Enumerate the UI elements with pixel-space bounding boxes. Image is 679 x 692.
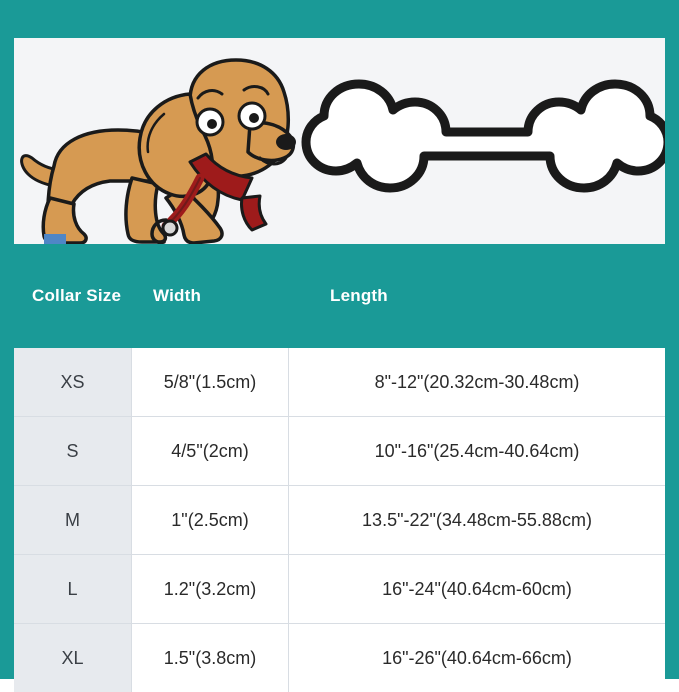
cell-size: S [14,417,132,485]
cell-size: XL [14,624,132,692]
table-row [14,417,665,486]
cell-width: 1.5"(3.8cm) [132,624,289,692]
illustration-svg [14,38,665,244]
cell-width: 1"(2.5cm) [132,486,289,554]
dog-icon [22,60,296,244]
size-table [14,348,665,692]
cell-width: 4/5"(2cm) [132,417,289,485]
cell-length: 8"-12"(20.32cm-30.48cm) [374,371,580,392]
header-width: Width [153,286,202,305]
bone-icon [306,84,665,188]
header-collar-size: Collar Size [32,286,122,305]
hero-illustration [14,38,665,244]
cell-length: 16"-26"(40.64cm-66cm) [382,647,572,668]
cell-length: 13.5"-22"(34.48cm-55.88cm) [362,509,592,530]
table-row [14,348,665,417]
cell-size: XS [14,348,132,416]
hero-inner [14,38,665,244]
cell-length: 10"-16"(25.4cm-40.64cm) [374,440,580,461]
cell-size: M [14,486,132,554]
table-row [14,555,665,624]
table-header-row [14,244,665,348]
cell-length: 16"-24"(40.64cm-60cm) [382,578,572,599]
table-row [14,486,665,555]
table-row [14,624,665,692]
cell-width: 5/8"(1.5cm) [132,348,289,416]
cell-width: 1.2"(3.2cm) [132,555,289,623]
header-length: Length [330,286,388,305]
cell-size: L [14,555,132,623]
